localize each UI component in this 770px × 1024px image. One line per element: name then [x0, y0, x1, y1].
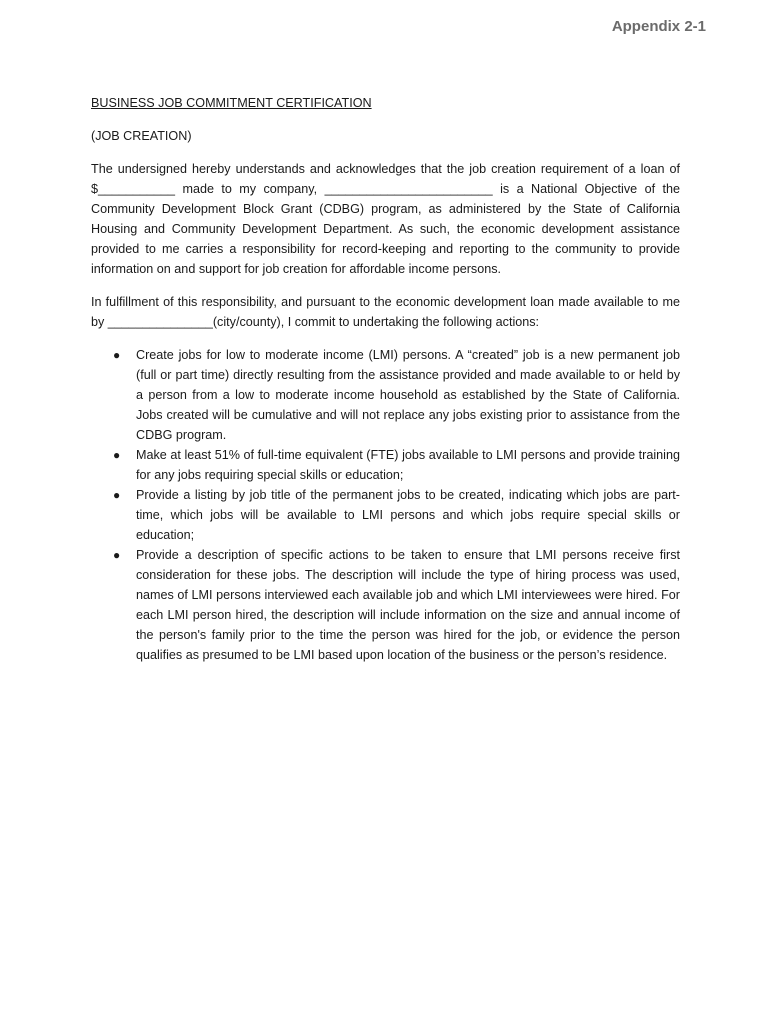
action-text: Create jobs for low to moderate income (LMI) persons. A “created” job is a new permanent job (full or part time) directly resulting from the assistance provided and made available to or held by a person from a low to moderate income household as established by the State of California. Jobs created will be cumulative and will not replace any jobs existing prior to assistance from the CDBG program. — [136, 348, 680, 442]
action-text: Provide a description of specific actions to be taken to ensure that LMI persons receive first consideration for these jobs. The description will include the type of hiring process was used, names of LMI persons interviewed each available job and which LMI interviewees were hired. For each LMI person hired, the description will include information on the size and annual income of the person's family prior to the time the person was hired for the job, or evidence the person qualifies as presumed to be LMI based upon location of the business or the person’s residence. — [136, 548, 680, 662]
bullet-icon: ● — [113, 448, 121, 462]
appendix-label: Appendix 2-1 — [611, 18, 706, 35]
action-text: Provide a listing by job title of the permanent jobs to be created, indicating which jobs are part-time, which jobs will be available to LMI persons and which jobs require special skills or education; — [136, 488, 680, 542]
list-item — [113, 445, 680, 485]
action-list — [91, 345, 680, 665]
document-subtitle: (JOB CREATION) — [91, 129, 192, 143]
bullet-icon: ● — [113, 348, 121, 362]
paragraph-fulfillment: In fulfillment of this responsibility, and pursuant to the economic development loan made available to me by _______________(city/county), I commit to undertaking the following actions: — [91, 295, 680, 329]
list-item — [113, 545, 680, 665]
bullet-icon: ● — [113, 488, 121, 502]
list-item — [113, 485, 680, 545]
list-item — [113, 345, 680, 445]
bullet-icon: ● — [113, 548, 121, 562]
document-title: BUSINESS JOB COMMITMENT CERTIFICATION — [91, 96, 372, 110]
document-body — [91, 93, 680, 665]
paragraph-acknowledgement: The undersigned hereby understands and acknowledges that the job creation requirement of a loan of $___________ made to my company, ________________________ is a National Objective of the Community Development Block Grant (CDBG) program, as administered by the State of California Housing and Community Development Department. As such, the economic development assistance provided to me carries a responsibility for record-keeping and reporting to the community to provide information on and support for job creation for affordable income persons. — [91, 162, 680, 276]
action-text: Make at least 51% of full-time equivalent (FTE) jobs available to LMI persons and provide training for any jobs requiring special skills or education; — [136, 448, 680, 482]
